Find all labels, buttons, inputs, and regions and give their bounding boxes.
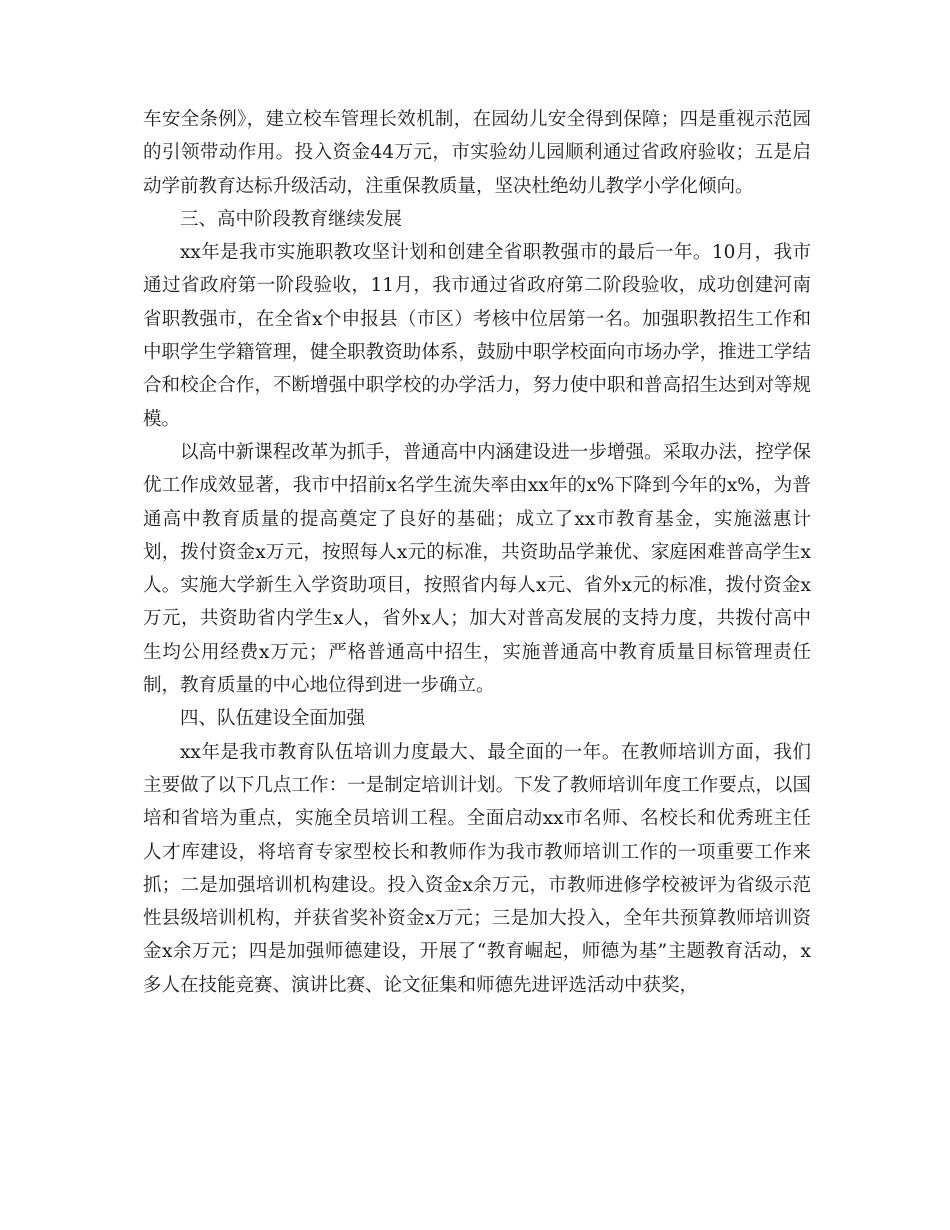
- document-body: [143, 103, 811, 1002]
- section-heading-high-school: 三、高中阶段教育继续发展: [180, 208, 403, 230]
- section-heading-teacher-team: 四、队伍建设全面加强: [180, 708, 366, 730]
- paragraph-high-school-reform: 以高中新课程改革为抓手，普通高中内涵建设进一步增强。采取办法，控学保优工作成效显著，我市中招前x名学生流失率由xx年的x%下降到今年的x%，为普通高中教育质量的提高奠定了良好的基础；成立了xx市教育基金，实施滋惠计划，拨付资金x万元，按照每人x元的标准，共资助品学兼优、家庭困难普高学生x人。实施大学新生入学资助项目，按照省内每人x元、省外x元的标准，拨付资金x万元，共资助省内学生x人，省外x人；加大对普高发展的支持力度，共拨付高中生均公用经费x万元；严格普通高中招生，实施普通高中教育质量目标管理责任制，教育质量的中心地位得到进一步确立。: [143, 441, 811, 697]
- paragraph-teacher-training: xx年是我市教育队伍培训力度最大、最全面的一年。在教师培训方面，我们主要做了以下几点工作：一是制定培训计划。下发了教师培训年度工作要点，以国培和省培为重点，实施全员培训工程。全面启动xx市名师、名校长和优秀班主任人才库建设，将培育专家型校长和教师作为我市教师培训工作的一项重要工作来抓；二是加强培训机构建设。投入资金x余万元，市教师进修学校被评为省级示范性县级培训机构，并获省奖补资金x万元；三是加大投入，全年共预算教师培训资金x余万元；四是加强师德建设，开展了“教育崛起，师德为基”主题教育活动，x多人在技能竞赛、演讲比赛、论文征集和师德先进评选活动中获奖，: [143, 741, 811, 996]
- paragraph-vocational-education: xx年是我市实施职教攻坚计划和创建全省职教强市的最后一年。10月，我市通过省政府第一阶段验收，11月，我市通过省政府第二阶段验收，成功创建河南省职教强市，在全省x个申报县（市区）考核中位居第一名。加强职教招生工作和中职学生学籍管理，健全职教资助体系，鼓励中职学校面向市场办学，推进工学结合和校企合作，不断增强中职学校的办学活力，努力使中职和普高招生达到对等规模。: [143, 242, 811, 430]
- paragraph-kindergarten-safety: 车安全条例》，建立校车管理长效机制，在园幼儿安全得到保障；四是重视示范园的引领带动作用。投入资金44万元，市实验幼儿园顺利通过省政府验收；五是启动学前教育达标升级活动，注重保教质量，坚决杜绝幼儿教学小学化倾向。: [143, 109, 811, 197]
